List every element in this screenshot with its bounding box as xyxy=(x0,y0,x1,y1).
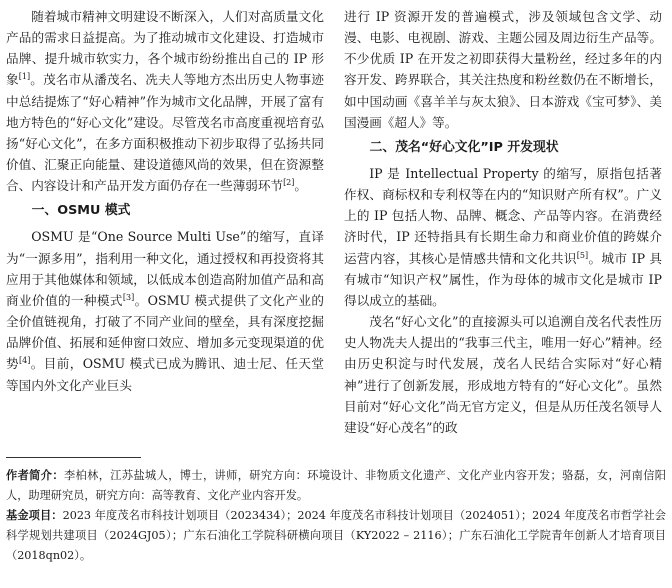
continued-paragraph: 进行 IP 资源开发的普遍模式，涉及领域包含文学、动漫、电影、电视剧、游戏、主题公园及周边衍生产品等。不少优质 IP 在开发之初即获得大量粉丝，经过多年的内容开发、跨界联合，其关注热度和粉丝数仍在不断增长，如中国动画《喜羊羊与灰太狼》、日本游戏《宝可梦》、美国漫画《超人》等。 xyxy=(344,9,662,130)
intro-paragraph: 随着城市精神文明建设不断深入，人们对高质量文化产品的需求日益提高。为了推动城市文化建设、打造城市品牌、提升城市软实力，各个城市纷纷推出自己的 IP 形象[1]。茂名市从潘茂名、冼夫人等地方杰出历史人物事迹中总结提炼了“好心精神”作为城市文化品牌，开展了富有地方特色的“好心文化”建设。尽管茂名市高度重视培育弘扬“好心文化”，在多方面积极推动下初步取得了弘扬共同价值、汇聚正向能量、建设道德风尚的效果，但在资源整合、内容设计和产品开发方面仍存在一些薄弱环节[2]。 xyxy=(6,9,325,194)
osmu-paragraph: OSMU 是“One Source Multi Use”的缩写，直译为“一源多用”，指利用一种文化，通过授权和再投资将其应用于其他媒体和领域，以低成本创造高附加值产品和高商业价值的一种模式[3]。OSMU 模式提供了文化产业的全价值链视角，打破了不同产业间的壁垒，具有深度挖掘品牌价值、拓展和延伸窗口效应、增加多元变现渠道的优势[4]。目前，OSMU 模式已成为腾讯、迪士尼、任天堂等国内外文化产业巨头 xyxy=(6,229,325,393)
citation-ref: [5] xyxy=(576,250,589,260)
fund-label: 基金项目： xyxy=(6,509,63,522)
footnotes xyxy=(6,466,666,566)
section-heading-osmu: 一、OSMU 模式 xyxy=(31,203,131,219)
author-bio: 作者简介：李柏林，江苏盐城人，博士，讲师，研究方向：环境设计、非物质文化遗产、文化产业内容开发；骆磊，女，河南信阳人，助理研究员，研究方向：高等教育、文化产业内容开发。 xyxy=(6,469,666,502)
citation-ref: [2] xyxy=(283,178,295,188)
left-column xyxy=(6,6,324,396)
section-heading-ip-status: 二、茂名“好心文化”IP 开发现状 xyxy=(369,139,559,155)
ip-definition-paragraph: IP 是 Intellectual Property 的缩写，原指包括著作权、商标权和专利权等在内的“知识财产所有权”。广义上的 IP 包括人物、品牌、概念、产品等内容。在消费经济时代，IP 还特指具有长期生命力和商业价值的跨媒介运营内容，其核心是情感共情和文化共识[5]。城市 IP 具有城市“知识产权”属性，作为母体的城市文化是城市 IP 得以成立的基础。 xyxy=(344,165,662,308)
citation-ref: [1] xyxy=(18,72,31,82)
citation-ref: [3] xyxy=(122,292,135,302)
good-heart-culture-paragraph: 茂名“好心文化”的直接源头可以追溯自茂名代表性历史人物冼夫人提出的“我事三代主，唯用一好心”精神。经由历史积淀与时代发展，茂名人民结合实际对“好心精神”进行了创新发展，形成地方特有的“好心文化”。虽然目前对“好心文化”尚无官方定义，但是从历任茂名领导人建设“好心茂名”的政 xyxy=(344,314,662,435)
footnote-divider xyxy=(6,457,141,458)
right-column xyxy=(344,6,662,438)
fund-info: 基金项目：2023 年度茂名市科技计划项目（2023434）；2024 年度茂名市科技计划项目（2024051）；2024 年度茂名市哲学社会科学规划共建项目（2024GJ05）；广东石油化工学院科研横向项目（KY2022 – 2116）；广东石油化工学院青年创新人才培育项目（2018qn02）。 xyxy=(6,509,666,562)
citation-ref: [4] xyxy=(19,356,31,366)
author-label: 作者简介： xyxy=(6,469,64,482)
